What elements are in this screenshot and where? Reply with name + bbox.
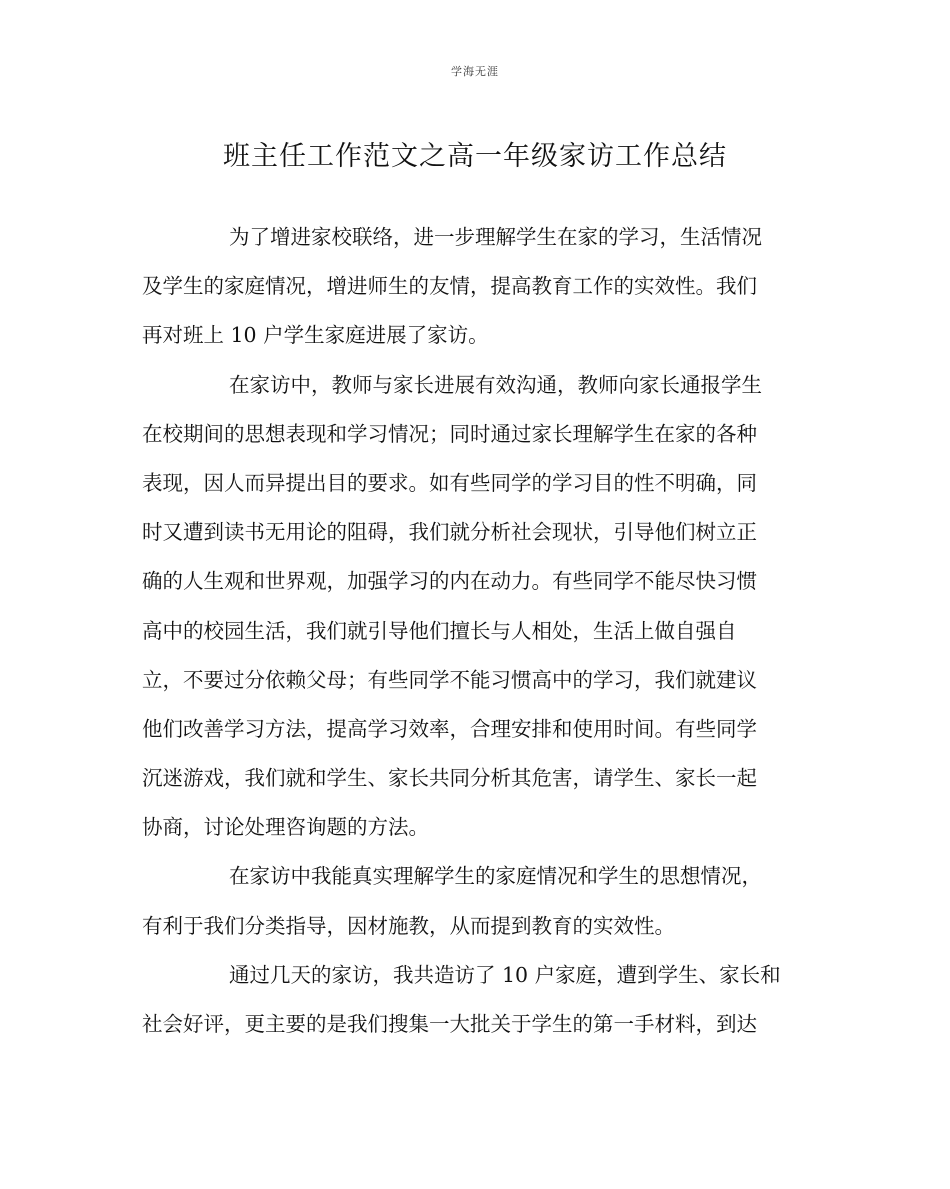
- paragraph-line: 高中的校园生活，我们就引导他们擅长与人相处，生活上做自强自: [142, 618, 737, 643]
- page-header: 学海无涯: [451, 65, 499, 78]
- paragraph-line: 通过几天的家访，我共造访了 10 户家庭，遭到学生、家长和: [229, 962, 781, 987]
- paragraph-line: 及学生的家庭情况，增进师生的友情，提高教育工作的实效性。我们: [142, 274, 757, 299]
- paragraph-line: 社会好评，更主要的是我们搜集一大批关于学生的第一手材料，到达: [142, 1012, 757, 1036]
- paragraph-line: 协商，讨论处理咨询题的方法。: [142, 815, 429, 840]
- paragraph-line: 时又遭到读书无用论的阻碍，我们就分析社会现状，引导他们树立正: [142, 520, 757, 545]
- paragraph-line: 确的人生观和世界观，加强学习的内在动力。有些同学不能尽快习惯: [142, 569, 757, 594]
- document-body: [142, 217, 802, 1053]
- paragraph-line: 在校期间的思想表现和学习情况；同时通过家长理解学生在家的各种: [142, 421, 757, 446]
- paragraph-line: 为了增进家校联络，进一步理解学生在家的学习，生活情况: [229, 225, 762, 249]
- document-title: 班主任工作范文之高一年级家访工作总结: [223, 141, 727, 172]
- paragraph-line: 立，不要过分依赖父母；有些同学不能习惯高中的学习，我们就建议: [142, 667, 757, 692]
- paragraph-line: 有利于我们分类指导，因材施教，从而提到教育的实效性。: [142, 913, 675, 938]
- paragraph-line: 在家访中我能真实理解学生的家庭情况和学生的思想情况，: [229, 864, 762, 889]
- paragraph-line: 他们改善学习方法，提高学习效率，合理安排和使用时间。有些同学: [142, 716, 757, 741]
- paragraph-line: 在家访中，教师与家长进展有效沟通，教师向家长通报学生: [229, 372, 762, 397]
- paragraph-line: 沉迷游戏，我们就和学生、家长共同分析其危害，请学生、家长一起: [142, 766, 757, 791]
- paragraph-line: 再对班上 10 户学生家庭进展了家访。: [142, 323, 489, 348]
- paragraph-line: 表现，因人而异提出目的要求。如有些同学的学习目的性不明确，同: [142, 470, 757, 495]
